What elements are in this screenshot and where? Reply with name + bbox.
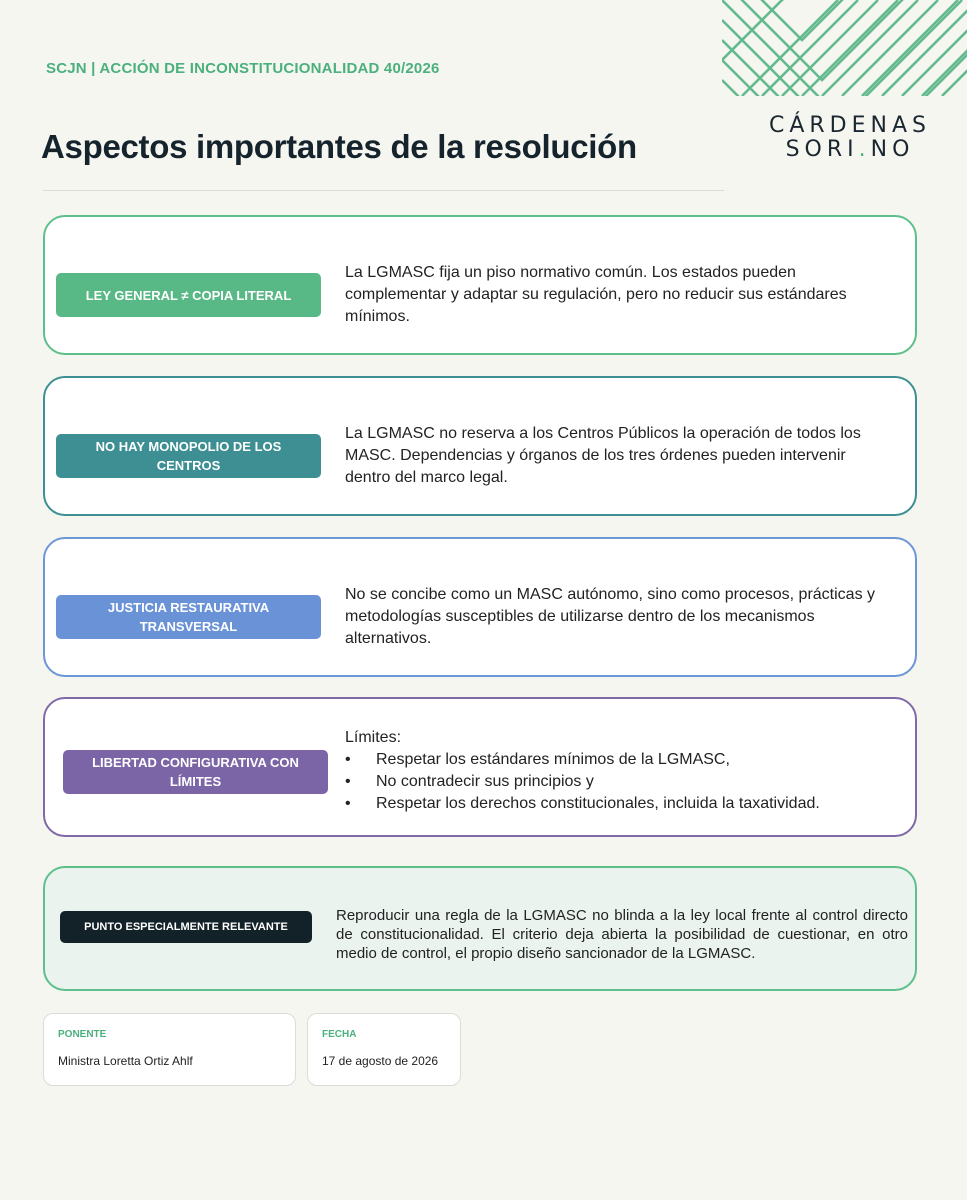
- card-ley-general: [43, 215, 917, 355]
- logo-accent-dot: .: [858, 137, 871, 162]
- firm-logo: [765, 114, 935, 162]
- card-label: LIBERTAD CONFIGURATIVA CON LÍMITES: [63, 750, 328, 794]
- card-label: NO HAY MONOPOLIO DE LOS CENTROS: [56, 434, 321, 478]
- fecha-box: [307, 1013, 461, 1086]
- card-description: [345, 727, 895, 815]
- card-justicia-restaurativa: [43, 537, 917, 677]
- limit-text: Respetar los derechos constitucionales, incluida la taxatividad.: [376, 795, 820, 812]
- card-libertad-configurativa: [43, 697, 917, 837]
- diagonal-stripes-decoration: [722, 0, 967, 96]
- ponente-label: PONENTE: [58, 1029, 107, 1040]
- page-title: Aspectos importantes de la resolución: [41, 128, 637, 165]
- limits-intro: Límites:: [345, 729, 402, 746]
- card-description: La LGMASC no reserva a los Centros Públicos la operación de todos los MASC. Dependencias y órganos de los tres órdenes pueden intervenir dentro del marco legal.: [345, 425, 861, 486]
- case-reference: SCJN | ACCIÓN DE INCONSTITUCIONALIDAD 40/2026: [46, 60, 440, 77]
- card-description: No se concibe como un MASC autónomo, sino como procesos, prácticas y metodologías susceptibles de utilizarse dentro de los mecanismos alternativos.: [345, 586, 876, 647]
- ponente-value: Ministra Loretta Ortiz Ahlf: [58, 1054, 193, 1068]
- card-label: LEY GENERAL ≠ COPIA LITERAL: [56, 273, 321, 317]
- limit-item: [345, 771, 895, 793]
- fecha-value: 17 de agosto de 2026: [322, 1054, 439, 1068]
- fecha-label: FECHA: [322, 1029, 357, 1040]
- bullet-marker: •: [345, 751, 351, 768]
- logo-line-2-end: NO: [870, 137, 915, 162]
- bullet-marker: •: [345, 795, 351, 812]
- logo-line-2-start: SORI: [785, 137, 859, 162]
- limit-item: [345, 793, 895, 815]
- title-divider: [43, 190, 724, 191]
- logo-line-1: CÁRDENAS: [768, 113, 931, 138]
- limit-item: [345, 749, 895, 771]
- highlight-text: Reproducir una regla de la LGMASC no blinda a la ley local frente al control directo de constitucionalidad. El criterio deja abierta la posibilidad de cuestionar, en otro medio de control, el propio diseño sancionador de la LGMASC.: [336, 907, 908, 962]
- bullet-marker: •: [345, 773, 351, 790]
- limit-text: No contradecir sus principios y: [376, 773, 594, 790]
- logo-line-2: [765, 138, 935, 162]
- highlight-label: PUNTO ESPECIALMENTE RELEVANTE: [60, 911, 312, 943]
- card-label: JUSTICIA RESTAURATIVA TRANSVERSAL: [56, 595, 321, 639]
- card-monopolio: [43, 376, 917, 516]
- limit-text: Respetar los estándares mínimos de la LGMASC,: [376, 751, 730, 768]
- card-description: La LGMASC fija un piso normativo común. Los estados pueden complementar y adaptar su regulación, pero no reducir sus estándares mínimos.: [345, 264, 847, 325]
- highlight-card: [43, 866, 917, 991]
- ponente-box: [43, 1013, 296, 1086]
